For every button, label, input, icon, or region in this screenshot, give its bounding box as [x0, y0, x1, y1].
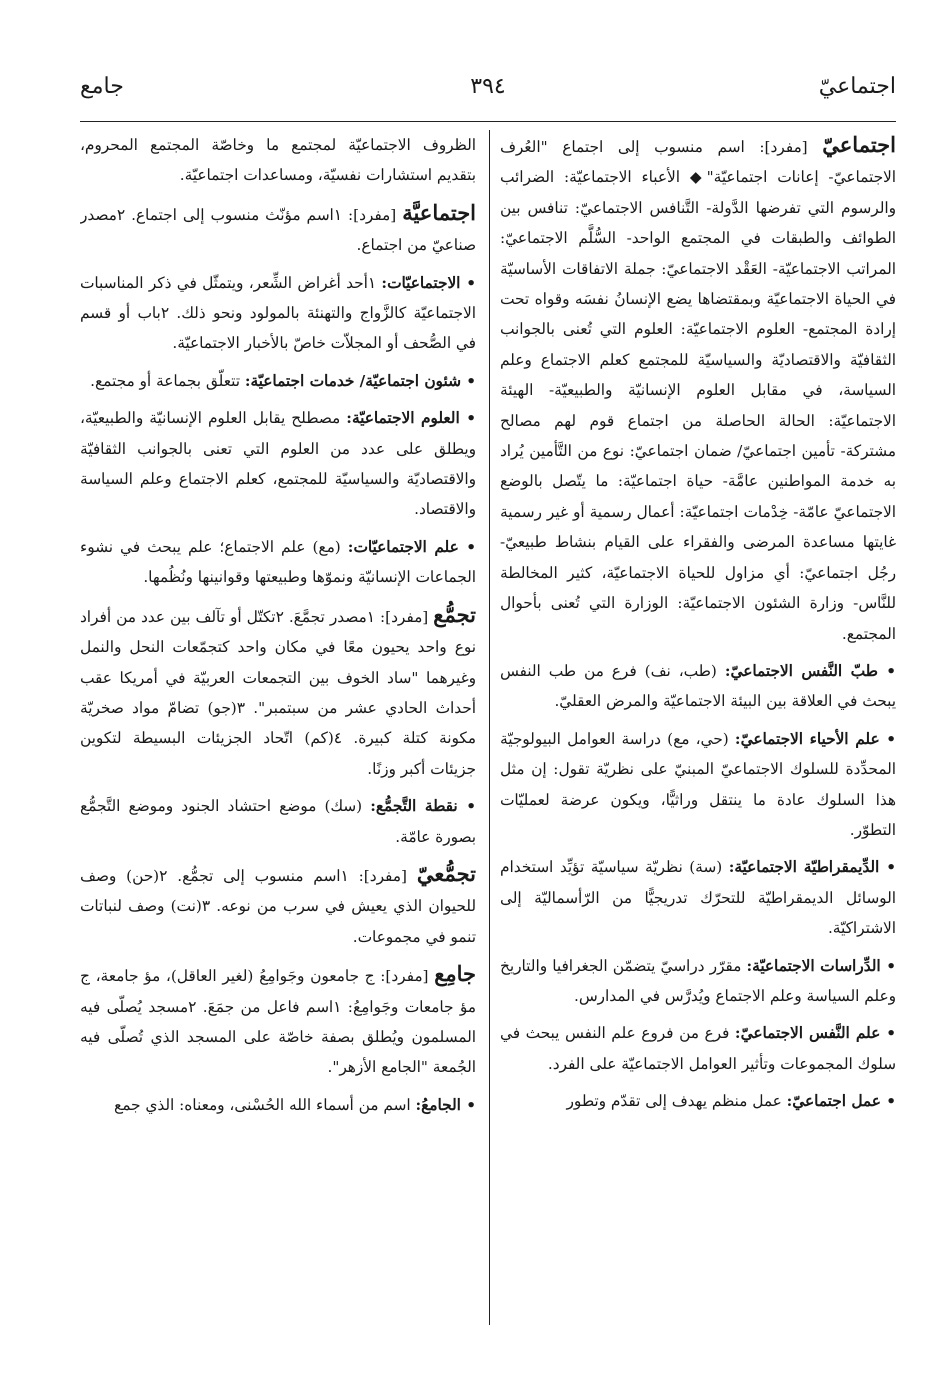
page-number: ٣٩٤ [470, 74, 506, 99]
entry-definition: اسم من أسماء الله الحُسْنى، ومعناه: الذي جمع [114, 1095, 416, 1114]
left-column [80, 130, 476, 1325]
entry-head: • عمل اجتماعيّ: [786, 1092, 896, 1111]
entry-definition: [مفرد]: ج جامعون وجَوامِعُ (لغير العاقل)، مؤ جامعة، ج مؤ جامعات وجَوامِعُ: ١اسم فاعل من جمَعَ. ٢مسجد يُصلّى فيه المسلمون ويُطلق بصفة خاصّة على المسجد الذي تُصلّى فيه الجُمعة "الجامع الأزهر". [80, 967, 476, 1077]
entry-definition: مقرّر دراسيّ يتضمّن الجغرافيا والتاريخ وعلم السياسة وعلم الاجتماع ويُدرَّس في المدارس. [500, 956, 896, 1005]
entry-head: اجتماعيّ [822, 132, 896, 157]
entry-definition: [مفرد]: ١اسم مؤنّث منسوب إلى اجتماع. ٢مصدر صناعيّ من اجتماع. [80, 205, 476, 255]
entry-social-psychology [500, 1018, 896, 1079]
entry-definition: عمل منظم يهدف إلى تقدّم وتطور [566, 1092, 787, 1111]
entry-definition: ١أحد أغراض الشِّعر، ويتمثّل في ذكر المناسبات الاجتماعيّة كالزَّواج والتهنئة بالمولود ونحو ذلك. ٢باب أو قسم في الصُّحف أو المجلاّت خاصّ بالأخبار الاجتماعيّة. [80, 273, 476, 353]
entry-definition: تتعلّق بجماعة أو مجتمع. [90, 371, 245, 390]
entry-head: • الدِّيمقراطيّة الاجتماعيّة: [728, 858, 896, 877]
entry-social-psychiatry [500, 656, 896, 717]
entry-definition: الظروف الاجتماعيّة لمجتمع ما وخاصّة المجتمع المحروم، بتقديم استشارات نفسيّة، ومساعدات اجتماعيّة. [80, 136, 476, 185]
entry-social-democracy [500, 852, 896, 943]
entry-jami [80, 959, 476, 1083]
entry-head: • العلوم الاجتماعيّة: [346, 409, 476, 428]
entry-sociobiology [500, 724, 896, 846]
entry-definition: [مفرد]: اسم منسوب إلى اجتماع "العُرف الاجتماعيّ- إعانات اجتماعيّة"◆ الأعباء الاجتماعيّة: الضرائب والرسوم التي تفرضها الدَّولة- التَّنافس الاجتماعيّ: تنافس بين الطوائف والطبقات في المجتمع الواحد- السُّلَّم الاجتماعيّ: المراتب الاجتماعيّة- العَقْد الاجتماعيّ: جملة الاتفاقات الأساسيّة في الحياة الاجتماعيّة وبمقتضاها يضع الإنسانُ نفسَه وقواه تحت إرادة المجتمع- العلوم الاجتماعيّة: العلوم التي تُعنى بالجوانب الثقافيّة والاقتصاديّة والسياسيّة للمجتمع كعلم الاجتماع وعلم السياسة، في مقابل العلوم الإنسانيّة والطبيعيّة- الهيئة الاجتماعيّة: الحالة الحاصلة من اجتماع قوم لهم مصالح مشتركة- تأمين اجتماعيّ/ ضمان اجتماعيّ: نوع من التَّأمين يُراد به خدمة المواطنين عامَّة- حياة اجتماعيّة: ما يتّصل بالوضع الاجتماعيّ عامّة- خِدْمات اجتماعيّة: أعمال رسمية أو غير رسمية غايتها مساعدة المرضى والفقراء على القيام بنشاط طبيعيّ- رجُل اجتماعيّ: أي مزاول للحياة الاجتماعيّة، كثير المخالطة للنَّاس- وزارة الشئون الاجتماعيّة: الوزارة التي تُعنى بأحوال المجتمع. [500, 138, 896, 643]
entry-head: • الدِّراسات الاجتماعيّة: [746, 956, 896, 975]
entry-head: تجمُّع [433, 601, 476, 627]
entry-definition: [مفرد]: ١مصدر تجمَّعَ. ٢تكتّل أو تآلف بين عدد من أفراد نوع واحد يحيون معًا في مكان واحد كتجمّعات النحل والنمل وغيرهما "ساد الخوف بين التجمعات العربيّة في أمريكا عقب أحداث الحادي عشر من سبتمبر". ٣(جو) تضامّ مواد صخريّة مكونة كتلة كبيرة. ٤(كم) اتّحاد الجزيئات البسيطة لتكوين جزيئات أكبر وزنًا. [80, 607, 476, 778]
right-column [500, 130, 896, 1325]
entry-al-jami [80, 1090, 476, 1120]
entry-head: • علم النَّفس الاجتماعيّ: [734, 1024, 896, 1043]
page-header [80, 74, 896, 114]
entry-rally-point [80, 791, 476, 852]
entry-head: • علم الاجتماعيّات: [347, 537, 476, 556]
entry-tajammui [80, 859, 476, 952]
entry-head: • الجامعُ: [415, 1095, 476, 1114]
entry-head: تجمُّعيّ [416, 860, 476, 886]
header-rule [80, 121, 896, 122]
entry-ijtimaiyya [80, 198, 476, 261]
entry-social-columns [80, 268, 476, 359]
entry-social-affairs [80, 366, 476, 396]
entry-ijtimai [500, 130, 896, 649]
entry-head: • علم الأحياء الاجتماعيّ: [734, 729, 896, 748]
entry-definition: (مع) علم الاجتماع؛ علم يبحث في نشوء الجماعات الإنسانيّة ونموّها وطبيعتها وقوانينها ونُظُمها. [80, 537, 476, 587]
entry-head: • نقطة التَّجمُّع: [370, 797, 476, 816]
column-divider [489, 130, 490, 1325]
entry-definition: فرع من فروع علم النفس يبحث في سلوك المجموعات وتأثير العوامل الاجتماعيّة على الفرد. [500, 1024, 896, 1073]
guide-word-left: جامع [80, 74, 124, 99]
guide-word-right: اجتماعيّ [818, 74, 896, 99]
entry-head: جامِع [434, 961, 476, 987]
entry-definition: (حي، مع) دراسة العوامل البيولوجيّة المحدِّدة للسلوك الاجتماعيّ المبنيّ على نظريّة تقول: إن مثل هذا السلوك عادة ما ينتقل وراثيًّا، ويكون عرضة لعمليّات التطوّر. [500, 729, 896, 839]
entry-head: • شئون اجتماعيّة/ خدمات اجتماعيّة: [244, 371, 476, 390]
entry-continuation [80, 130, 476, 191]
entry-social-work [500, 1086, 896, 1116]
entry-definition: (سك) موضع احتشاد الجنود وموضع التَّجمُّع بصورة عامّة. [80, 797, 476, 846]
entry-definition: (سة) نظريّة سياسيّة تؤيِّد استخدام الوسائل الديمقراطيّة للتحرّك تدريجيًّا من الرّأسماليّة إلى الاشتراكيّة. [500, 858, 896, 938]
entry-head: • الاجتماعيّات: [381, 273, 476, 292]
entry-definition: [مفرد]: ١اسم منسوب إلى تجمُّع. ٢(حن) وصف للحيوان الذي يعيش في سرب من نوعه. ٣(نت) وصف لنباتات تنمو في مجموعات. [80, 866, 476, 946]
entry-social-sciences [80, 403, 476, 525]
entry-head: • طبّ النَّفس الاجتماعيّ: [724, 661, 896, 680]
entry-definition: مصطلح يقابل العلوم الإنسانيّة والطبيعيّة، ويطلق على عدد من العلوم التي تعنى بالجوانب الثقافيّة والاقتصاديّة والسياسيّة للمجتمع، كعلم الاجتماع وعلم السياسة والاقتصاد. [80, 409, 476, 519]
entry-social-studies [500, 951, 896, 1012]
entry-definition: (طب، نف) فرع من طب النفس يبحث في العلاقة بين البيئة الاجتماعيّة والمرض العقليّ. [500, 661, 896, 711]
entry-head: اجتماعيَّة [402, 199, 476, 225]
entry-tajammu [80, 600, 476, 784]
entry-sociology [80, 532, 476, 593]
